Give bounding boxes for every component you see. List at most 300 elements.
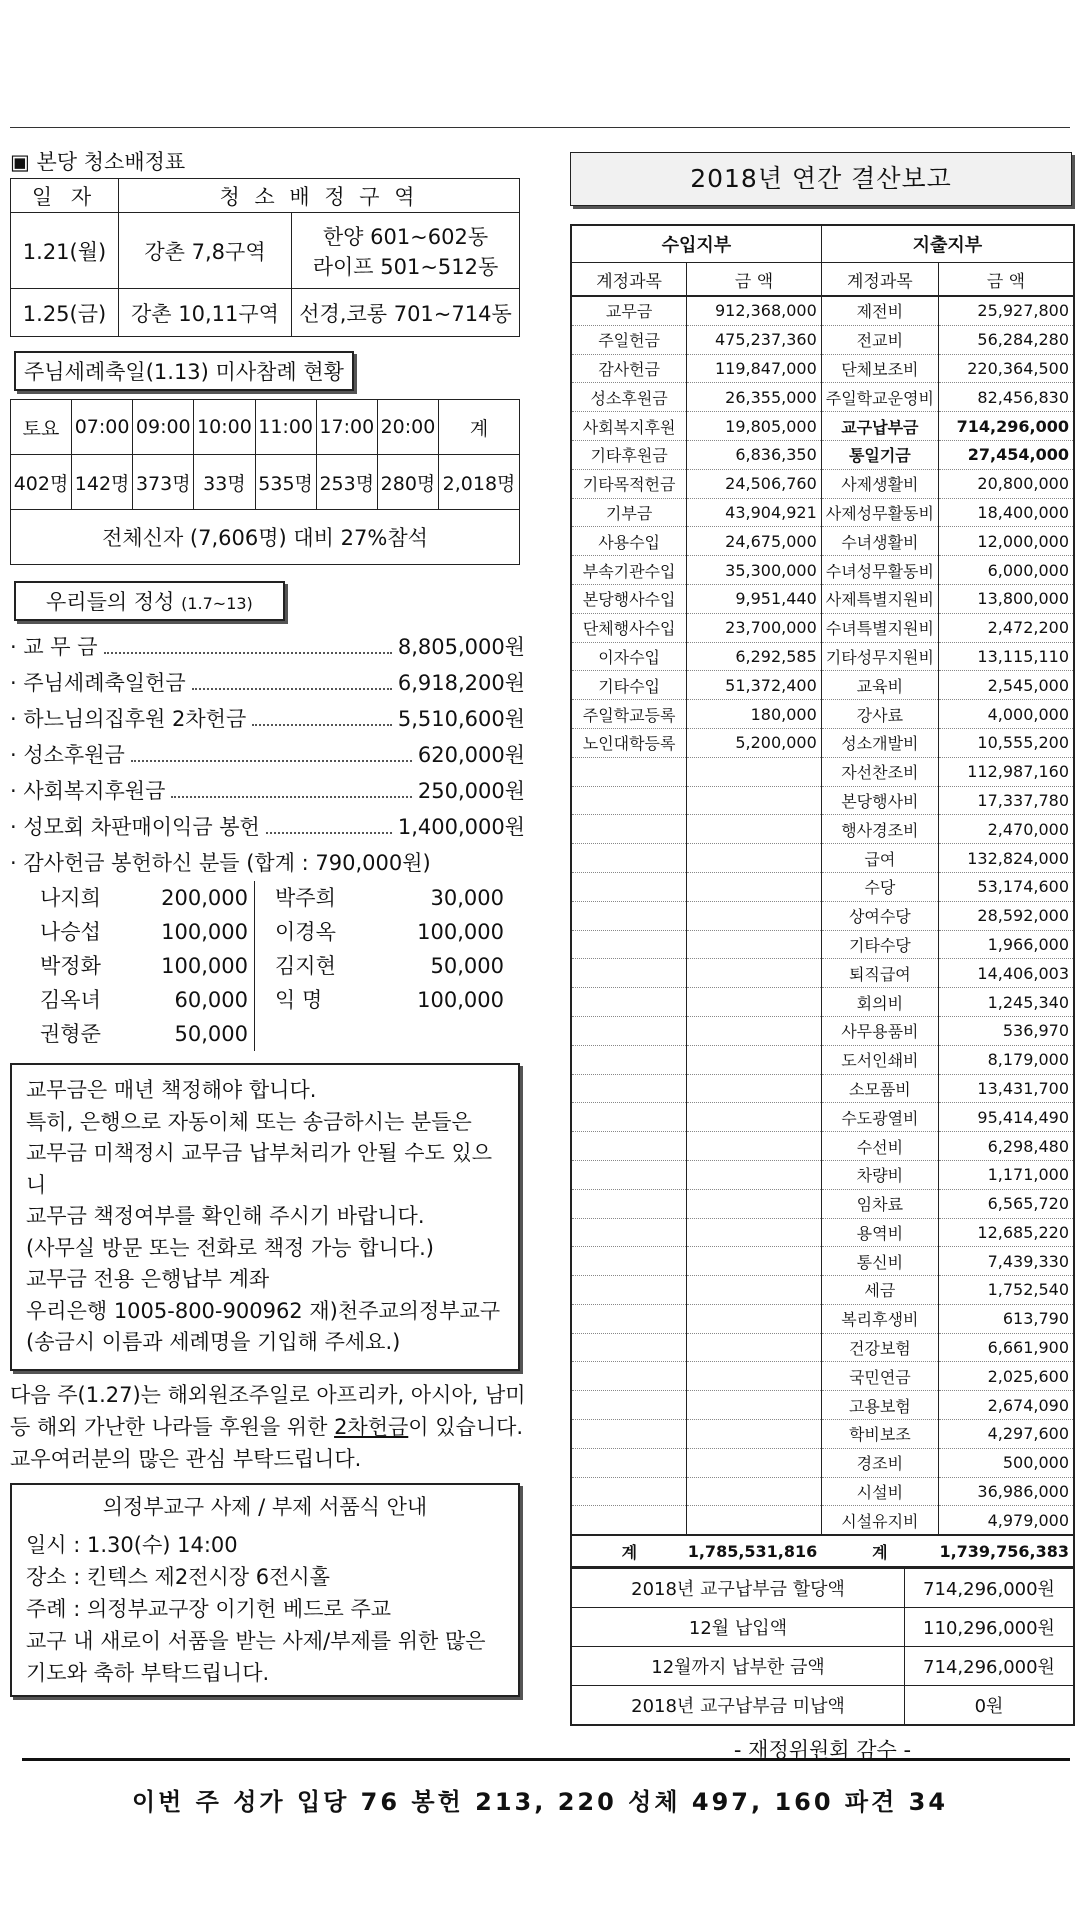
income-amount [687,1247,822,1276]
offering-label: · 하느님의집후원 2차헌금 [10,707,247,731]
finance-title: 2018년 연간 결산보고 [570,152,1072,206]
income-account [571,786,687,815]
tithe-notice [10,1063,520,1371]
donor-amount: 50,000 [125,1017,255,1051]
expense-total: 1,739,756,383 [938,1535,1074,1567]
summary-label: 2018년 교구납부금 할당액 [571,1569,905,1608]
income-account [571,1391,687,1420]
expense-amount: 13,115,110 [938,642,1074,671]
expense-account: 강사료 [821,700,938,729]
summary-value: 0원 [905,1686,1075,1726]
mass-header: 09:00 [133,400,194,455]
ordination-line: 장소 : 킨텍스 제2전시장 6전시홀 [26,1564,330,1589]
finance-row [571,959,1074,988]
ordination-line: 주례 : 의정부교구장 이기헌 베드로 주교 [26,1596,392,1621]
income-account: 이자수입 [571,642,687,671]
offering-amount: 5,510,600원 [397,707,525,731]
income-account: 기타후원금 [571,440,687,469]
income-account [571,901,687,930]
notice-line: 우리은행 1005-800-900962 재)천주교의정부교구 [26,1298,501,1323]
income-amount [687,815,822,844]
right-column [570,152,1075,1764]
expense-account: 건강보험 [821,1333,938,1362]
expense-amount: 12,685,220 [938,1218,1074,1247]
expense-amount: 12,000,000 [938,527,1074,556]
offering-item [10,701,525,737]
income-amount: 912,368,000 [687,296,822,325]
finance-row [571,757,1074,786]
audit-note: - 재정위원회 감수 - [733,1738,912,1763]
income-account [571,930,687,959]
offering-amount: 250,000원 [417,779,525,803]
ordination-notice [10,1483,520,1697]
finance-row [571,412,1074,441]
expense-amount: 95,414,490 [938,1103,1074,1132]
finance-row [571,930,1074,959]
expense-account: 수녀성무활동비 [821,556,938,585]
expense-account: 퇴직급여 [821,959,938,988]
finance-row [571,1218,1074,1247]
income-account [571,872,687,901]
income-amount: 35,300,000 [687,556,822,585]
income-amount [687,930,822,959]
mass-header: 10:00 [194,400,255,455]
expense-amount: 53,174,600 [938,872,1074,901]
finance-row [571,901,1074,930]
expense-account: 수당 [821,872,938,901]
finance-row [571,844,1074,873]
expense-amount: 1,752,540 [938,1276,1074,1305]
donor-amount [400,1017,510,1051]
income-account [571,1103,687,1132]
cleaning-area: 선경,코롱 701~714동 [292,289,520,337]
income-amount: 180,000 [687,700,822,729]
mass-count: 402명 [11,455,72,510]
income-account [571,1448,687,1477]
expense-amount: 18,400,000 [938,498,1074,527]
offering-title [14,581,285,621]
income-amount [687,1160,822,1189]
income-account: 주일학교등록 [571,700,687,729]
donor-amount: 60,000 [125,983,255,1017]
expense-account: 사제생활비 [821,469,938,498]
expense-account: 통일기금 [821,440,938,469]
income-amount [687,1333,822,1362]
expense-account: 고용보험 [821,1391,938,1420]
finance-row [571,1276,1074,1305]
expense-account: 교구납부금 [821,412,938,441]
mission-text: 다음 주(1.27)는 해외원조주일로 아프리카, 아시아, 남미 등 해외 가난한 나라들 후원을 위한 [10,1382,526,1439]
finance-row [571,1362,1074,1391]
income-account [571,1189,687,1218]
income-amount: 43,904,921 [687,498,822,527]
income-amount [687,1506,822,1535]
income-amount: 26,355,000 [687,383,822,412]
finance-row [571,383,1074,412]
cleaning-area [292,213,520,289]
income-account [571,1477,687,1506]
finance-row [571,469,1074,498]
income-account: 단체행사수입 [571,613,687,642]
cleaning-title: ▣ 본당 청소배정표 [10,150,186,174]
expense-account: 회의비 [821,988,938,1017]
mass-count: 33명 [194,455,255,510]
mass-header: 17:00 [316,400,377,455]
income-amount [687,1448,822,1477]
mass-count: 535명 [255,455,316,510]
expense-account: 성소개발비 [821,728,938,757]
income-amount: 23,700,000 [687,613,822,642]
expense-account: 사무용품비 [821,1016,938,1045]
income-header: 수입지부 [571,225,821,263]
income-account [571,815,687,844]
ordination-line: 기도와 축하 부탁드립니다. [26,1660,270,1685]
income-amount: 19,805,000 [687,412,822,441]
expense-account: 제전비 [821,296,938,325]
income-account [571,1420,687,1449]
expense-account: 교육비 [821,671,938,700]
donor-name: 나지희 [40,886,101,910]
expense-header: 지출지부 [821,225,1074,263]
income-account [571,1247,687,1276]
income-amount [687,988,822,1017]
ordination-line: 일시 : 1.30(수) 14:00 [26,1532,238,1557]
expense-amount: 2,545,000 [938,671,1074,700]
expense-account: 급여 [821,844,938,873]
income-account: 교무금 [571,296,687,325]
cleaning-header-date: 일 자 [11,179,119,213]
donor-name: 나승섭 [40,920,101,944]
income-account: 기타수입 [571,671,687,700]
offering-label: · 성모회 차판매이익금 봉헌 [10,815,260,839]
income-account: 성소후원금 [571,383,687,412]
finance-row [571,1506,1074,1535]
mass-header: 11:00 [255,400,316,455]
expense-amount: 36,986,000 [938,1477,1074,1506]
donor-amount: 30,000 [430,886,504,910]
expense-account: 경조비 [821,1448,938,1477]
income-amount [687,1132,822,1161]
finance-row [571,613,1074,642]
income-amount [687,1477,822,1506]
expense-account: 차량비 [821,1160,938,1189]
expense-amount: 25,927,800 [938,296,1074,325]
donor-grid [40,881,525,1051]
cleaning-area-line: 라이프 501~512동 [312,254,499,279]
income-account [571,1362,687,1391]
income-amount [687,1420,822,1449]
expense-amount: 4,979,000 [938,1506,1074,1535]
finance-row [571,1160,1074,1189]
income-account [571,844,687,873]
donor-name: 김지현 [275,954,336,978]
expense-amount: 6,565,720 [938,1189,1074,1218]
expense-account: 임차료 [821,1189,938,1218]
expense-amount: 14,406,003 [938,959,1074,988]
expense-account: 소모품비 [821,1074,938,1103]
expense-amount: 6,298,480 [938,1132,1074,1161]
summary-label: 12월 납입액 [571,1608,905,1647]
income-amount [687,1276,822,1305]
income-amount [687,1218,822,1247]
expense-amount: 20,800,000 [938,469,1074,498]
income-account [571,757,687,786]
expense-amount: 613,790 [938,1304,1074,1333]
income-amount [687,757,822,786]
donor-name: 익 명 [275,988,323,1012]
finance-row [571,988,1074,1017]
expense-amount: 500,000 [938,1448,1074,1477]
expense-account: 국민연금 [821,1362,938,1391]
summary-label: 12월까지 납부한 금액 [571,1647,905,1686]
offering-item [10,665,525,701]
expense-amount: 2,674,090 [938,1391,1074,1420]
donor-amount: 100,000 [125,949,255,983]
expense-amount: 8,179,000 [938,1045,1074,1074]
expense-account: 도서인쇄비 [821,1045,938,1074]
expense-amount: 2,470,000 [938,815,1074,844]
expense-account: 기타수당 [821,930,938,959]
expense-amount: 2,025,600 [938,1362,1074,1391]
col-header: 계정과목 [571,263,687,297]
income-account [571,1276,687,1305]
income-account [571,1132,687,1161]
donor-name: 박주희 [275,886,336,910]
expense-account: 세금 [821,1276,938,1305]
income-account: 부속기관수입 [571,556,687,585]
income-amount: 119,847,000 [687,354,822,383]
income-amount: 24,675,000 [687,527,822,556]
offering-label: · 교 무 금 [10,635,98,659]
expense-amount: 10,555,200 [938,728,1074,757]
income-amount [687,1103,822,1132]
mass-header: 20:00 [377,400,438,455]
donor-name [255,1017,400,1051]
expense-amount: 536,970 [938,1016,1074,1045]
col-header: 금 액 [938,263,1074,297]
mass-count: 142명 [72,455,133,510]
notice-line: 교무금 미책정시 교무금 납부처리가 안될 수도 있으니 [26,1141,493,1197]
income-account [571,1016,687,1045]
finance-row [571,325,1074,354]
mission-underlined: 2차헌금 [334,1414,409,1439]
offering-title-text: 우리들의 정성 [46,590,175,614]
offering-item [10,629,525,665]
expense-amount: 13,431,700 [938,1074,1074,1103]
finance-row [571,1045,1074,1074]
income-account [571,1506,687,1535]
expense-amount: 1,245,340 [938,988,1074,1017]
expense-amount: 82,456,830 [938,383,1074,412]
offering-label: · 주님세례축일헌금 [10,671,186,695]
income-account [571,1160,687,1189]
mass-count: 253명 [316,455,377,510]
leader-dots [171,773,412,798]
offering-period: (1.7~13) [181,594,253,613]
income-amount [687,1074,822,1103]
income-amount: 6,836,350 [687,440,822,469]
finance-row [571,354,1074,383]
expense-account: 학비보조 [821,1420,938,1449]
expense-account: 기타성무지원비 [821,642,938,671]
finance-row [571,872,1074,901]
expense-amount: 27,454,000 [938,440,1074,469]
finance-row [571,1016,1074,1045]
expense-amount: 28,592,000 [938,901,1074,930]
income-account: 사용수입 [571,527,687,556]
donor-amount: 200,000 [125,881,255,915]
cleaning-area-line: 한양 601~602동 [322,224,489,249]
mass-header: 토요 [11,400,72,455]
summary-value: 714,296,000원 [905,1647,1075,1686]
income-amount [687,844,822,873]
donor-amount: 100,000 [125,915,255,949]
finance-row [571,642,1074,671]
income-amount [687,1016,822,1045]
expense-amount: 714,296,000 [938,412,1074,441]
income-amount: 24,506,760 [687,469,822,498]
donor-name: 이경옥 [275,920,336,944]
mass-title: 주님세례축일(1.13) 미사참례 현황 [14,351,354,391]
cleaning-area: 강촌 7,8구역 [119,213,292,289]
finance-row [571,1247,1074,1276]
income-account [571,959,687,988]
offering-amount: 1,400,000원 [397,815,525,839]
finance-row [571,786,1074,815]
left-column [10,146,525,1697]
cleaning-table [10,178,520,337]
expense-amount: 13,800,000 [938,584,1074,613]
expense-account: 수선비 [821,1132,938,1161]
mass-count: 2,018명 [439,455,520,510]
leader-dots [104,629,392,654]
income-account: 기타목적헌금 [571,469,687,498]
finance-row [571,1333,1074,1362]
notice-line: 특히, 은행으로 자동이체 또는 송금하시는 분들은 [26,1109,472,1134]
col-header: 계정과목 [821,263,938,297]
income-amount: 475,237,360 [687,325,822,354]
expense-amount: 4,000,000 [938,700,1074,729]
offering-amount: 620,000원 [417,743,525,767]
ordination-line: 교구 내 새로이 서품을 받는 사제/부제를 위한 많은 [26,1628,486,1653]
mass-header: 계 [439,400,520,455]
donor-amount: 50,000 [430,954,504,978]
finance-row [571,296,1074,325]
notice-line: (사무실 방문 또는 전화로 책정 가능 합니다.) [26,1235,434,1260]
income-account: 주일헌금 [571,325,687,354]
finance-row [571,440,1074,469]
expense-amount: 220,364,500 [938,354,1074,383]
mission-sunday-notice [10,1379,530,1475]
income-account: 감사헌금 [571,354,687,383]
finance-row [571,498,1074,527]
income-account: 본당행사수입 [571,584,687,613]
income-amount [687,786,822,815]
donor-amount: 100,000 [417,920,504,944]
offering-item [10,809,525,845]
notice-line: 교무금 책정여부를 확인해 주시기 바랍니다. [26,1204,425,1228]
finance-row [571,700,1074,729]
offering-item [10,737,525,773]
finance-row [571,527,1074,556]
offering-label: · 성소후원금 [10,743,125,767]
income-account [571,988,687,1017]
summary-value: 110,296,000원 [905,1608,1075,1647]
expense-account: 시설비 [821,1477,938,1506]
expense-account: 용역비 [821,1218,938,1247]
income-account [571,1045,687,1074]
finance-row [571,1189,1074,1218]
expense-amount: 6,000,000 [938,556,1074,585]
summary-label: 2018년 교구납부금 미납액 [571,1686,905,1726]
expense-account: 복리후생비 [821,1304,938,1333]
finance-row [571,671,1074,700]
finance-row [571,1391,1074,1420]
expense-account: 사제성무활동비 [821,498,938,527]
income-amount [687,1391,822,1420]
col-header: 금 액 [687,263,822,297]
income-amount [687,1189,822,1218]
offering-amount: 6,918,200원 [397,671,525,695]
expense-account: 전교비 [821,325,938,354]
expense-account: 시설유지비 [821,1506,938,1535]
expense-amount: 2,472,200 [938,613,1074,642]
expense-amount: 56,284,280 [938,325,1074,354]
levy-summary [570,1568,1075,1726]
income-amount: 6,292,585 [687,642,822,671]
finance-rows [571,296,1074,1535]
offering-amount: 8,805,000원 [397,635,525,659]
finance-row [571,1420,1074,1449]
finance-row [571,1132,1074,1161]
finance-row [571,815,1074,844]
finance-row [571,1074,1074,1103]
finance-row [571,1448,1074,1477]
income-account: 노인대학등록 [571,728,687,757]
cleaning-date: 1.25(금) [11,289,119,337]
donor-name: 김옥녀 [40,988,101,1012]
finance-row [571,1103,1074,1132]
expense-account: 수녀특별지원비 [821,613,938,642]
income-account [571,1074,687,1103]
cleaning-date: 1.21(월) [11,213,119,289]
expense-account: 행사경조비 [821,815,938,844]
mission-text: 이 있습니다. 교우여러분의 많은 관심 부탁드립니다. [10,1414,524,1471]
expense-amount: 4,297,600 [938,1420,1074,1449]
donor-amount: 100,000 [417,988,504,1012]
total-label: 계 [571,1535,687,1567]
notice-line: 교무금 전용 은행납부 계좌 [26,1267,270,1291]
top-rule [10,127,1070,128]
income-account [571,1218,687,1247]
finance-row [571,1304,1074,1333]
notice-line: (송금시 이름과 세례명을 기입해 주세요.) [26,1330,401,1354]
leader-dots [266,809,392,834]
finance-row [571,556,1074,585]
total-label: 계 [821,1535,938,1567]
expense-amount: 132,824,000 [938,844,1074,873]
expense-amount: 17,337,780 [938,786,1074,815]
income-total: 1,785,531,816 [687,1535,822,1567]
donor-name: 박정화 [40,954,101,978]
income-amount: 51,372,400 [687,671,822,700]
income-amount: 5,200,000 [687,728,822,757]
expense-amount: 1,966,000 [938,930,1074,959]
donor-name: 권형준 [40,1022,101,1046]
expense-account: 자선찬조비 [821,757,938,786]
leader-dots [252,701,392,726]
cleaning-area: 강촌 10,11구역 [119,289,292,337]
